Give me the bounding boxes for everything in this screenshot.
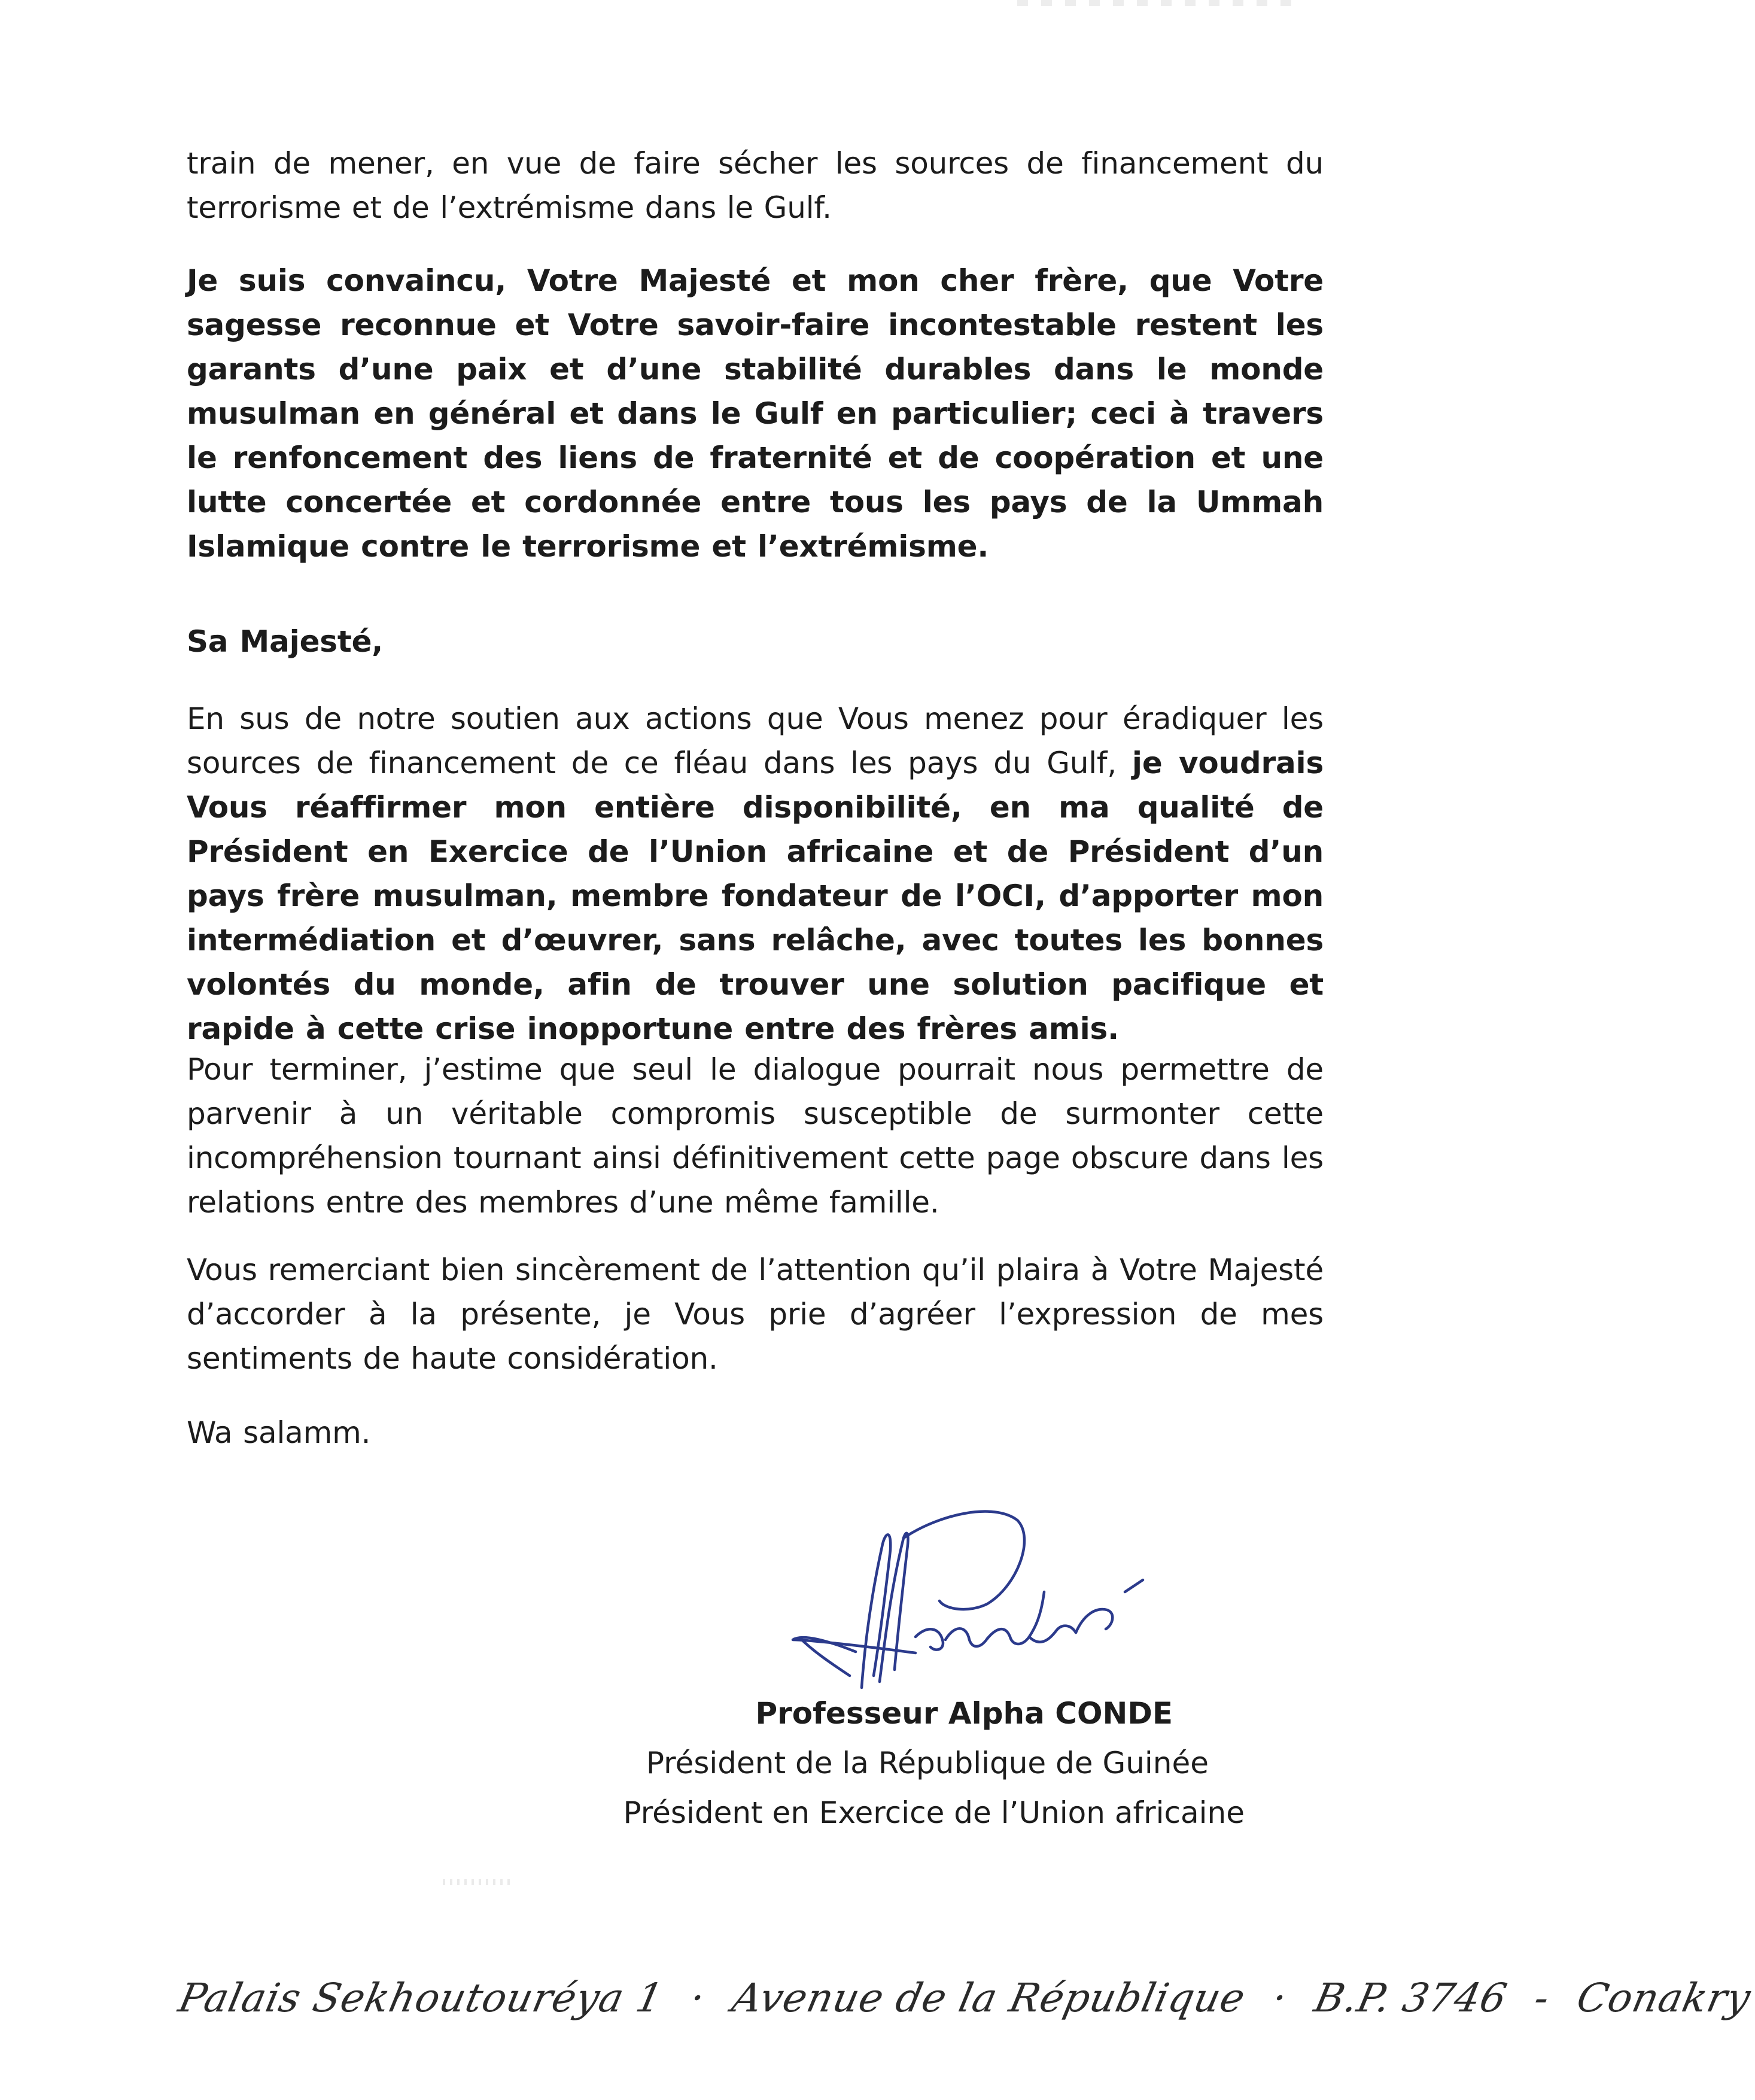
letter-paragraph-1 <box>187 141 1324 230</box>
paragraph-regular-part: En sus de notre soutien aux actions que Vous menez pour éradiquer les sources de financement de ce fléau dans les pays du Gulf, <box>187 701 1324 780</box>
footer-po-box: B.P. 3746 <box>1310 1975 1511 2021</box>
letter-paragraph-5 <box>187 1248 1324 1381</box>
letterhead-footer-address <box>174 1975 1755 2021</box>
closing-text: Wa salamm. <box>187 1415 371 1450</box>
paragraph-text: train de mener, en vue de faire sécher les sources de financement du terrorisme et de l’extrémisme dans le Gulf. <box>187 146 1324 225</box>
footer-city: Conakry <box>1572 1975 1755 2021</box>
handwritten-signature <box>790 1496 1197 1700</box>
letter-paragraph-4 <box>187 1047 1324 1224</box>
letter-closing <box>187 1411 1324 1455</box>
footer-avenue: Avenue de la République <box>728 1975 1250 2021</box>
footer-palace: Palais Sekhoutouréya 1 <box>174 1975 668 2021</box>
footer-separator: · <box>1268 1975 1292 2021</box>
footer-separator: - <box>1530 1975 1554 2021</box>
paragraph-bold-part: je voudrais Vous réaffirmer mon entière disponibilité, en ma qualité de Président en Exercice de l’Union africaine et de Président d’un pays frère musulman, membre fondateur de l’OCI, d’apporter mon intermédiation et d’œuvrer, sans relâche, avec toutes les bonnes volontés du monde, afin de trouver une solution pacifique et rapide à cette crise inopportune entre des frères amis. <box>187 746 1324 1046</box>
letter-paragraph-3 <box>187 697 1324 1051</box>
letter-paragraph-2 <box>187 259 1324 569</box>
footer-separator: · <box>686 1975 710 2021</box>
signatory-title-1: Président de la République de Guinée <box>646 1746 1209 1780</box>
signatory-title-2: Président en Exercice de l’Union africaine <box>623 1795 1245 1830</box>
scan-artifact <box>443 1879 515 1885</box>
letter-salutation <box>187 619 1324 664</box>
paragraph-text: Je suis convaincu, Votre Majesté et mon cher frère, que Votre sagesse reconnue et Votre savoir-faire incontestable restent les garants d’une paix et d’une stabilité durables dans le monde musulman en général et dans le Gulf en particulier; ceci à travers le renfoncement des liens de fraternité et de coopération et une lutte concertée et cordonnée entre tous les pays de la Ummah Islamique contre le terrorisme et l’extrémisme. <box>187 263 1324 564</box>
signatory-name: Professeur Alpha CONDE <box>755 1696 1173 1731</box>
salutation-text: Sa Majesté, <box>187 624 384 659</box>
scan-artifact-top <box>1017 0 1292 6</box>
paragraph-text: Vous remerciant bien sincèrement de l’attention qu’il plaira à Votre Majesté d’accorder à la présente, je Vous prie d’agréer l’expression de mes sentiments de haute considération. <box>187 1253 1324 1376</box>
paragraph-text: Pour terminer, j’estime que seul le dialogue pourrait nous permettre de parvenir à un véritable compromis susceptible de surmonter cette incompréhension tournant ainsi définitivement cette page obscure dans les relations entre des membres d’une même famille. <box>187 1052 1324 1220</box>
paragraph-text <box>187 697 1324 1051</box>
